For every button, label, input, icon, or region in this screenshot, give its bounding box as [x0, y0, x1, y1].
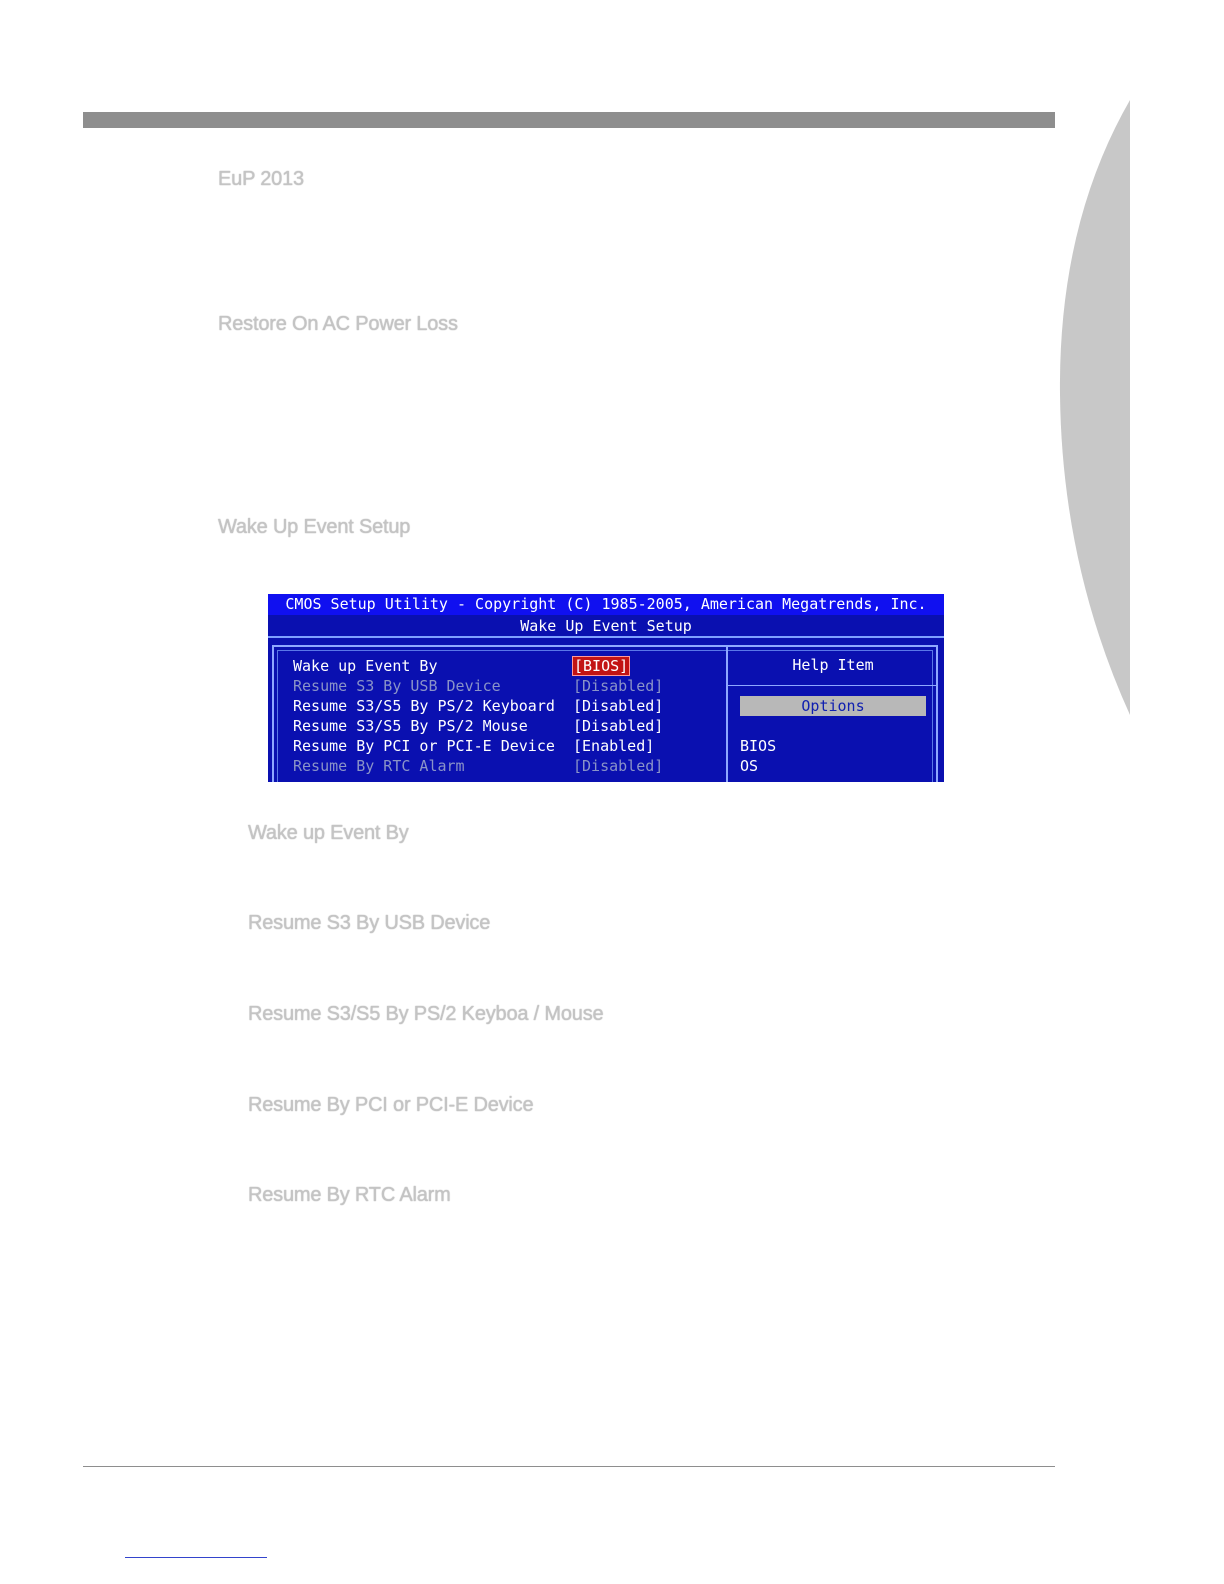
- heading-wake-up-event-setup: Wake Up Event Setup: [218, 516, 411, 538]
- row-value[interactable]: [573, 656, 629, 676]
- row-label: Resume S3/S5 By PS/2 Mouse: [293, 717, 528, 735]
- row-value[interactable]: [Disabled]: [573, 717, 664, 735]
- row-value[interactable]: [Enabled]: [573, 737, 655, 755]
- row-value[interactable]: [Disabled]: [573, 697, 664, 715]
- bios-page-title: Wake Up Event Setup: [520, 617, 692, 635]
- bios-screenshot: [268, 594, 944, 782]
- heading-resume-ps2: Resume S3/S5 By PS/2 Keyboa / Mouse: [248, 1003, 604, 1025]
- heading-resume-s3-usb: Resume S3 By USB Device: [248, 912, 491, 934]
- row-value[interactable]: [Disabled]: [573, 757, 664, 775]
- bios-header: CMOS Setup Utility - Copyright (C) 1985-2005, American Megatrends, Inc.: [268, 594, 944, 615]
- row-label: Resume By PCI or PCI-E Device: [293, 737, 555, 755]
- bios-separator: [268, 636, 944, 638]
- heading-eup-2013: EuP 2013: [218, 168, 304, 190]
- row-value[interactable]: [Disabled]: [573, 677, 664, 695]
- heading-wake-up-event-by: Wake up Event By: [248, 822, 409, 844]
- footer-rule: [83, 1466, 1055, 1467]
- heading-resume-rtc: Resume By RTC Alarm: [248, 1184, 451, 1206]
- footer-link-underline: [125, 1557, 267, 1558]
- heading-resume-pci: Resume By PCI or PCI-E Device: [248, 1094, 534, 1116]
- help-separator: [728, 685, 938, 686]
- help-item-title: Help Item: [792, 656, 874, 674]
- options-label: Options: [740, 696, 926, 716]
- row-label: Resume By RTC Alarm: [293, 757, 465, 775]
- option-bios: BIOS: [740, 737, 777, 755]
- row-value-selected[interactable]: [BIOS]: [574, 657, 629, 675]
- heading-restore-ac-power-loss: Restore On AC Power Loss: [218, 313, 458, 335]
- option-os: OS: [740, 757, 759, 775]
- chapter-side-tab: [1058, 95, 1138, 720]
- header-bar: [83, 112, 1055, 128]
- row-label: Resume S3/S5 By PS/2 Keyboard: [293, 697, 555, 715]
- row-label: Wake up Event By: [293, 657, 438, 675]
- row-label: Resume S3 By USB Device: [293, 677, 501, 695]
